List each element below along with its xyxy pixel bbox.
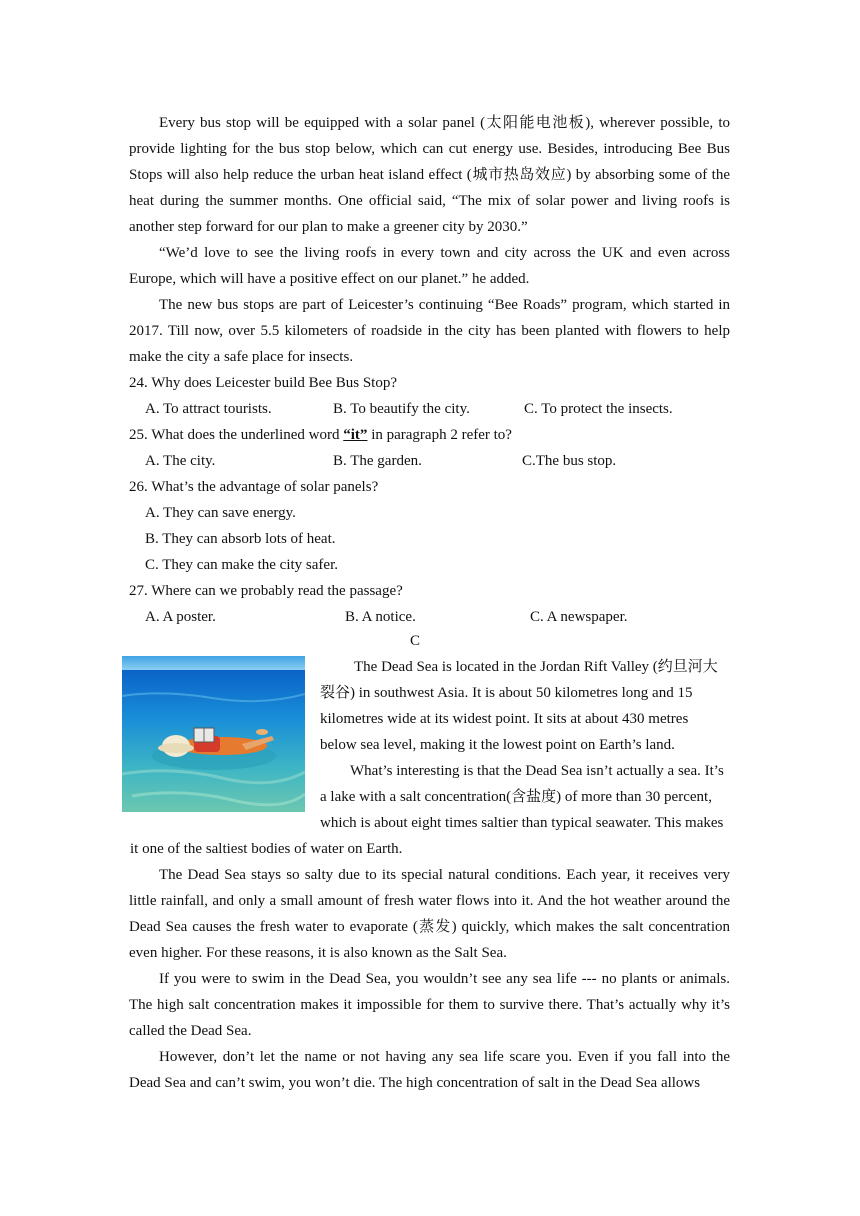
question-27-option-c: C. A newspaper. — [530, 609, 628, 625]
wrap-line: kilometres wide at its widest point. It sits at about 430 metres — [320, 711, 689, 727]
question-24-stem: 24. Why does Leicester build Bee Bus Stop? — [129, 375, 398, 391]
question-27-option-b: B. A notice. — [345, 609, 416, 625]
question-26-option-a: A. They can save energy. — [145, 505, 296, 521]
question-25-stem-end: in paragraph 2 refer to? — [367, 427, 512, 443]
wrap-line: The Dead Sea is located in the Jordan Rift Valley (约旦河大 — [354, 659, 718, 675]
dead-sea-paragraph-2-end: it one of the saltiest bodies of water on Earth. — [130, 841, 403, 857]
wrap-line: What’s interesting is that the Dead Sea isn’t actually a sea. It’s — [350, 763, 724, 779]
floating-person-illustration — [122, 656, 305, 812]
dead-sea-paragraph-2 — [320, 758, 730, 836]
question-25-option-b: B. The garden. — [333, 453, 422, 469]
question-26-option-c: C. They can make the city safer. — [145, 557, 338, 573]
wrap-line: which is about eight times saltier than typical seawater. This makes — [320, 815, 724, 831]
question-27-stem: 27. Where can we probably read the passage? — [129, 583, 403, 599]
question-26-stem: 26. What’s the advantage of solar panels? — [129, 479, 379, 495]
question-25-stem — [129, 422, 512, 448]
section-c-heading: C — [410, 633, 421, 649]
passage-b-paragraph-3: The new bus stops are part of Leicester’s continuing “Bee Roads” program, which started in 2017. Till now, over 5.5 kilometers of roadside in the city has been planted with flowers to help make the city a safe place for insects. — [129, 297, 730, 365]
dead-sea-paragraph-1 — [320, 654, 730, 758]
question-24-option-b: B. To beautify the city. — [333, 401, 470, 417]
question-27-option-a: A. A poster. — [145, 609, 216, 625]
dead-sea-paragraph-3: The Dead Sea stays so salty due to its special natural conditions. Each year, it receives very little rainfall, and only a small amount of fresh water flows into it. And the hot weather around the Dead Sea causes the fresh water to evaporate (蒸发) quickly, which makes the salt concentration even higher. For these reasons, it is also known as the Salt Sea. — [129, 867, 730, 961]
wrap-line: 裂谷) in southwest Asia. It is about 50 kilometres long and 15 — [320, 685, 693, 701]
question-25-option-a: A. The city. — [145, 453, 216, 469]
wrap-line: a lake with a salt concentration(含盐度) of more than 30 percent, — [320, 789, 712, 805]
question-26-option-b: B. They can absorb lots of heat. — [145, 531, 336, 547]
dead-sea-photo — [122, 656, 305, 812]
dead-sea-paragraph-5: However, don’t let the name or not having any sea life scare you. Even if you fall into the Dead Sea and can’t swim, you won’t die. The high concentration of salt in the Dead Sea allows — [129, 1049, 730, 1091]
question-25-option-c: C.The bus stop. — [522, 453, 617, 469]
question-25-stem-start: 25. What does the underlined word — [129, 427, 344, 443]
passage-b-paragraph-2: “We’d love to see the living roofs in every town and city across the UK and even across Europe, which will have a positive effect on our planet.” he added. — [129, 245, 730, 287]
question-24-option-c: C. To protect the insects. — [524, 401, 673, 417]
passage-b-paragraph-1: Every bus stop will be equipped with a solar panel (太阳能电池板), wherever possible, to provide lighting for the bus stop below, which can cut energy use. Besides, introducing Bee Bus Stops will also help reduce the urban heat island effect (城市热岛效应) by absorbing some of the heat during the summer months. One official said, “The mix of solar power and living roofs is another step forward for our plan to make a greener city by 2030.” — [129, 115, 730, 235]
wrap-line: below sea level, making it the lowest point on Earth’s land. — [320, 737, 675, 753]
underlined-word: “it” — [343, 427, 368, 443]
question-24-option-a: A. To attract tourists. — [145, 401, 272, 417]
dead-sea-paragraph-4: If you were to swim in the Dead Sea, you wouldn’t see any sea life --- no plants or animals. The high salt concentration makes it impossible for them to survive there. That’s actually why it’s called the Dead Sea. — [129, 971, 730, 1039]
